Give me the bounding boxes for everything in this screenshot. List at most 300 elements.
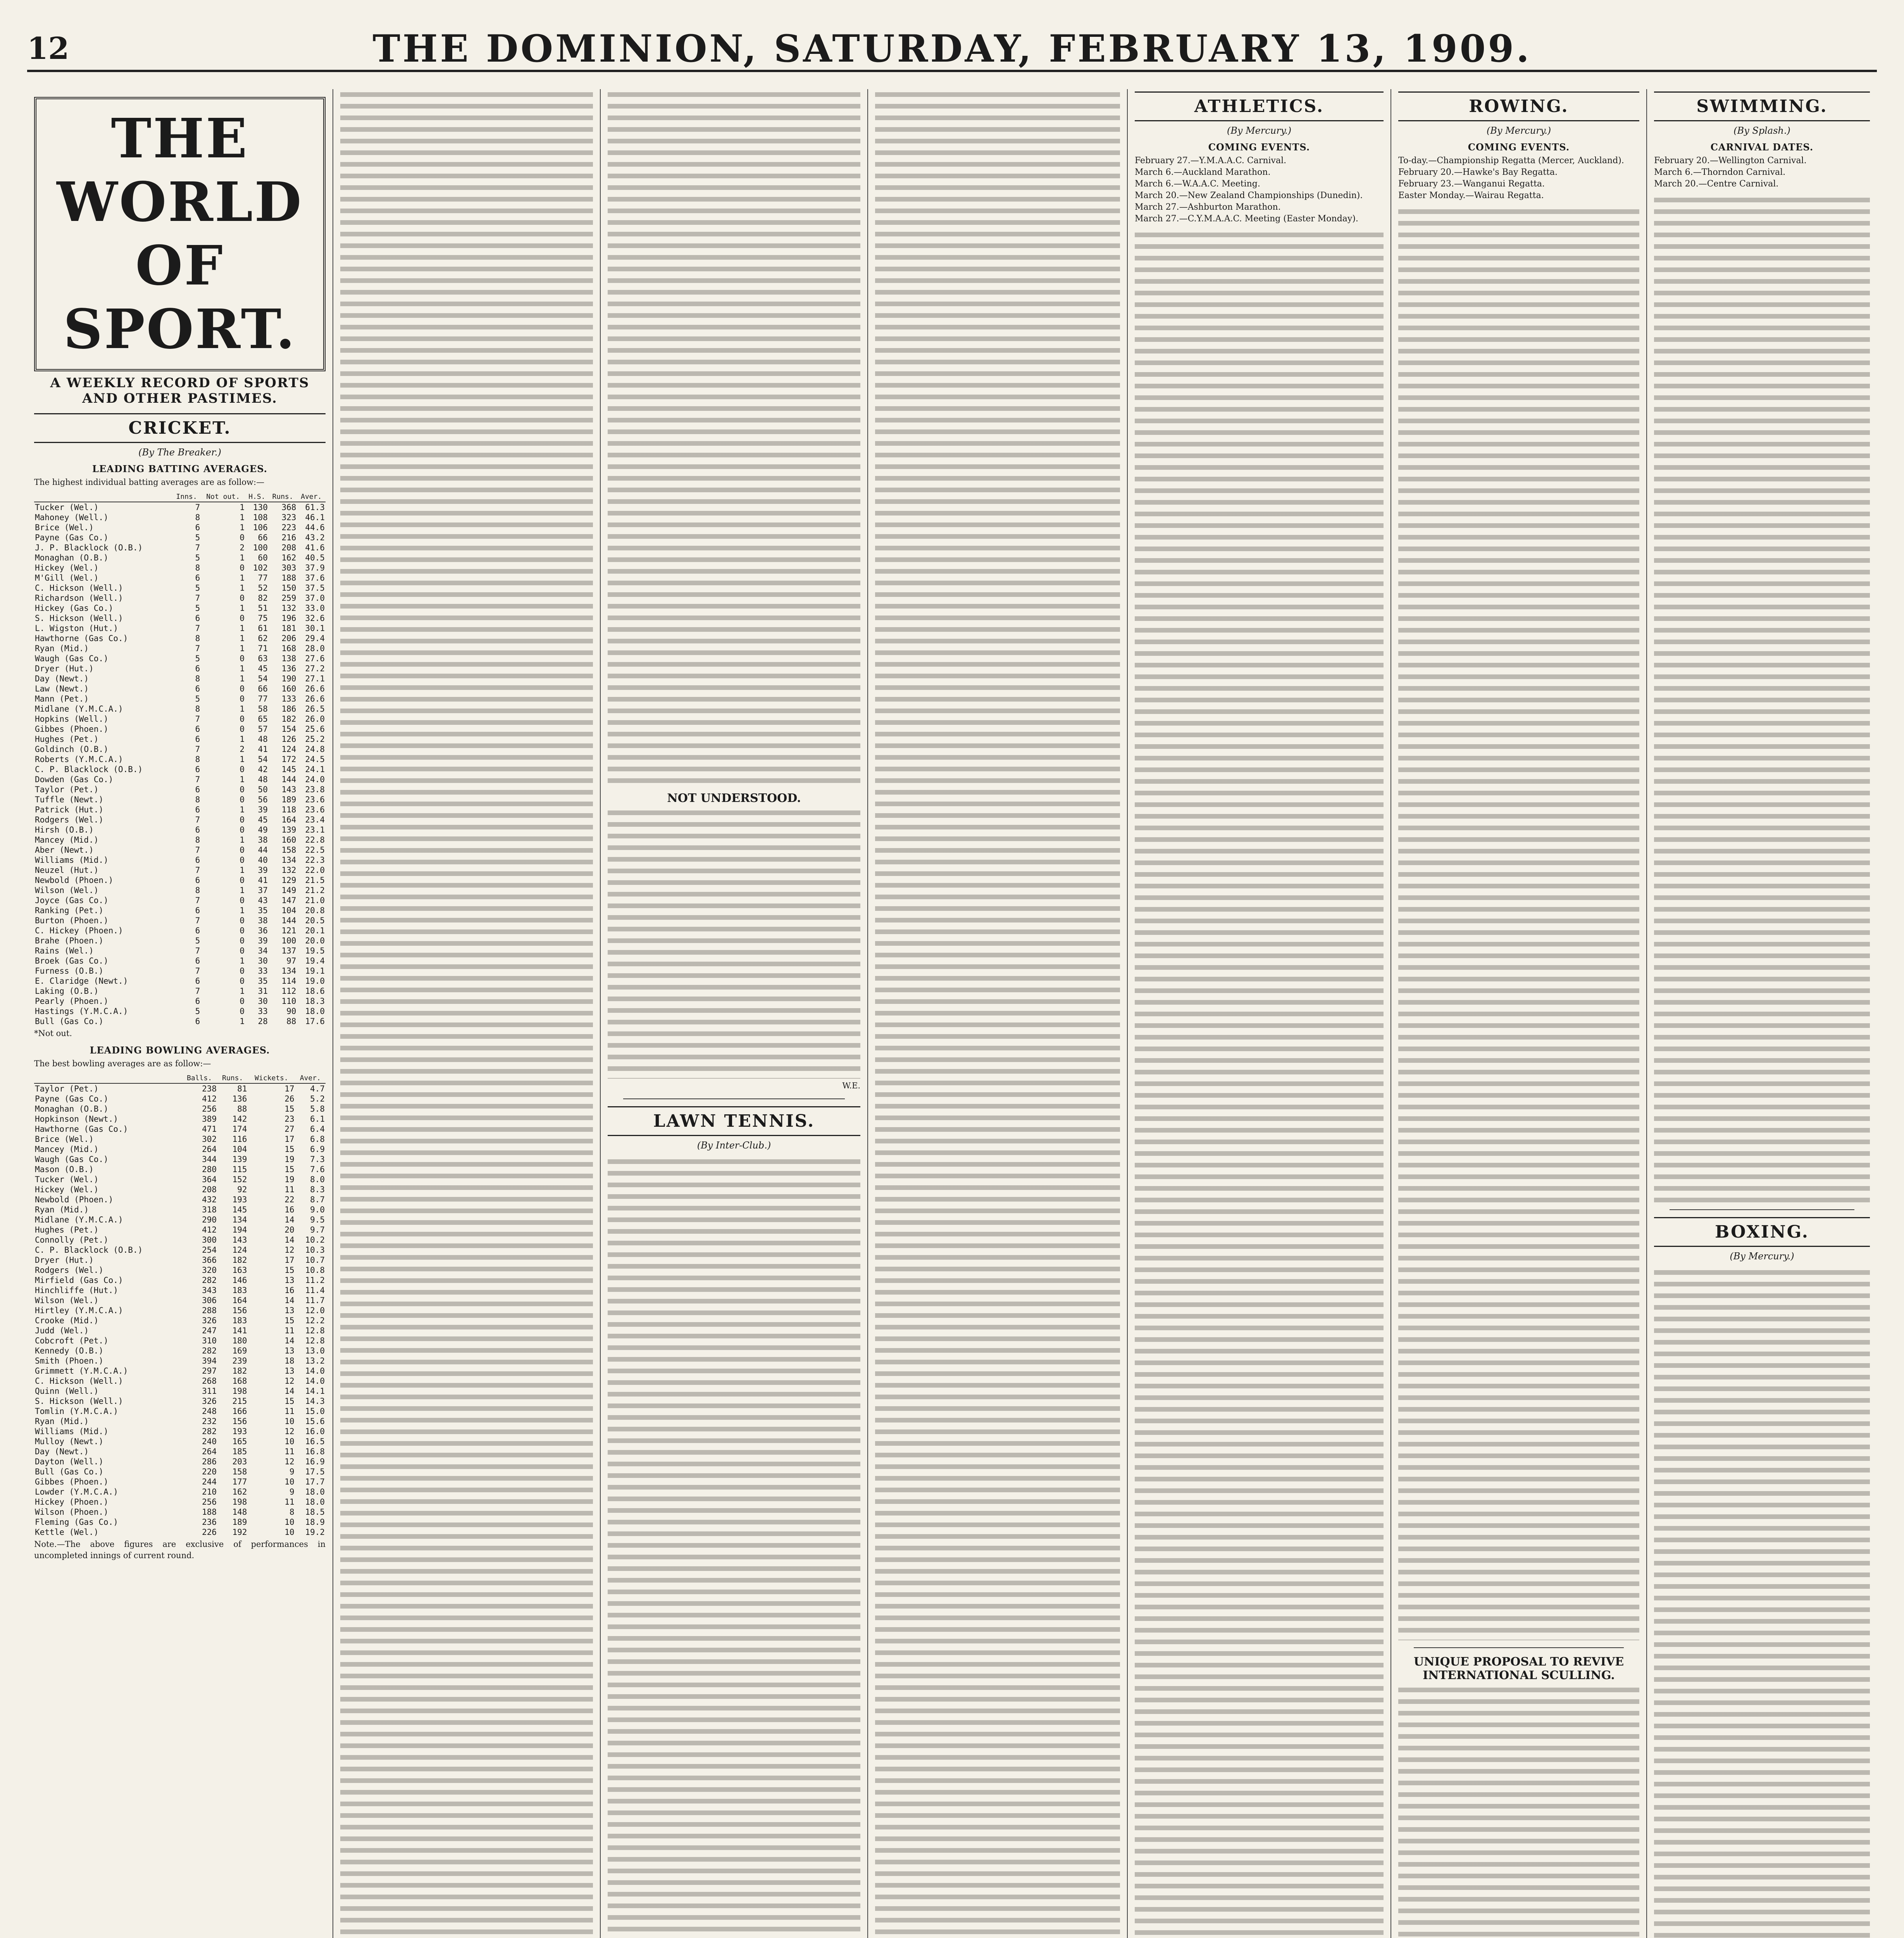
table-cell: 160 [281,835,296,845]
table-cell: 124 [232,1245,247,1255]
table-cell: 143 [232,1235,247,1245]
table-cell: 139 [281,825,296,835]
table-cell: J. P. Blacklock (O.B.) [35,543,143,552]
table-column-header [34,1073,181,1083]
batting-row [34,966,326,976]
table-cell: 0 [240,785,245,794]
table-cell: Brice (Wel.) [35,523,94,532]
table-cell: 190 [281,674,296,683]
table-cell: 1 [240,886,245,895]
table-cell: Mancey (Mid.) [35,835,99,845]
table-cell: 112 [281,986,296,996]
table-cell: 323 [281,513,296,522]
table-cell: 22.8 [305,835,325,845]
table-cell: 20.5 [305,916,325,925]
table-cell: 194 [232,1225,247,1235]
table-cell: 106 [253,523,268,532]
athletics-event: March 27.—Ashburton Marathon. [1135,202,1281,212]
rowing-event: Easter Monday.—Wairau Regatta. [1398,191,1544,200]
table-cell: 238 [202,1084,217,1093]
table-cell: 44 [258,845,268,855]
table-cell: Taylor (Pet.) [35,1084,99,1093]
table-cell: 158 [232,1467,247,1476]
table-cell: Broek (Gas Co.) [35,956,109,966]
table-cell: 0 [240,593,245,603]
table-cell: 100 [253,543,268,552]
batting-row [34,593,326,603]
table-cell: 10 [284,1437,295,1446]
boxing-text [1654,1267,1870,1938]
table-cell: 21.5 [305,876,325,885]
table-cell: 8 [195,704,200,714]
table-cell: Taylor (Pet.) [35,785,99,794]
table-cell: 25.2 [305,735,325,744]
table-cell: 7 [195,714,200,724]
column-cricket-tennis [601,89,868,1938]
table-cell: 24.0 [305,775,325,784]
bowling-row [34,1295,326,1305]
table-cell: 15 [284,1165,295,1174]
table-cell: 18 [284,1356,295,1366]
table-cell: 18.5 [305,1507,325,1517]
table-cell: 138 [281,654,296,663]
table-cell: 21.0 [305,896,325,905]
batting-row [34,895,326,905]
batting-row [34,714,326,724]
table-cell: 48 [258,735,268,744]
table-cell: 318 [202,1205,217,1214]
table-cell: 189 [232,1517,247,1527]
batting-footnote: *Not out. [34,1029,72,1038]
table-cell: 38 [258,916,268,925]
table-cell: 13 [284,1276,295,1285]
table-cell: 46.1 [305,513,325,522]
table-cell: 282 [202,1427,217,1436]
page-number: 12 [27,31,69,66]
table-cell: Hopkins (Well.) [35,714,109,724]
table-cell: 248 [202,1407,217,1416]
table-cell: Connolly (Pet.) [35,1235,109,1245]
athletics-event: March 6.—W.A.A.C. Meeting. [1135,179,1260,189]
cricket-byline: (By The Breaker.) [138,447,221,458]
table-cell: 389 [202,1114,217,1124]
table-cell: 20.8 [305,906,325,915]
table-cell: 5 [195,1007,200,1016]
table-cell: 166 [232,1407,247,1416]
table-cell: Payne (Gas Co.) [35,1094,109,1103]
cricket-report-continued [608,89,860,787]
table-cell: 104 [232,1145,247,1154]
table-cell: 13 [284,1306,295,1315]
table-cell: 168 [232,1376,247,1386]
bowling-row [34,1195,326,1205]
table-cell: Dryer (Hut.) [35,1255,94,1265]
table-cell: 326 [202,1397,217,1406]
table-cell: 18.0 [305,1487,325,1497]
table-cell: 58 [258,704,268,714]
table-cell: 121 [281,926,296,935]
table-cell: 9.0 [310,1205,325,1214]
column-cricket-batting [27,89,333,1938]
table-cell: 39 [258,805,268,814]
bowling-row [34,1154,326,1164]
batting-row [34,724,326,734]
table-cell: 40.5 [305,553,325,562]
table-cell: 22.5 [305,845,325,855]
table-cell: 7 [195,916,200,925]
table-cell: 198 [232,1386,247,1396]
table-cell: 29.4 [305,634,325,643]
batting-row [34,976,326,986]
athletics-heading: ATHLETICS. [1135,91,1384,121]
swimming-text [1654,195,1870,1202]
table-cell: 40 [258,855,268,865]
bowling-row [34,1487,326,1497]
table-cell: 198 [232,1497,247,1507]
table-cell: 19.5 [305,946,325,955]
table-cell: 26.5 [305,704,325,714]
batting-row [34,855,326,865]
table-cell: 10.2 [305,1235,325,1245]
table-cell: 17.5 [305,1467,325,1476]
table-cell: 35 [258,906,268,915]
bowling-row [34,1225,326,1235]
table-cell: E. Claridge (Newt.) [35,976,128,986]
table-cell: 14.0 [305,1366,325,1376]
table-cell: 143 [281,785,296,794]
table-cell: 7.6 [310,1165,325,1174]
table-cell: Midlane (Y.M.C.A.) [35,704,123,714]
table-cell: 6.1 [310,1114,325,1124]
table-cell: 7 [195,543,200,552]
table-cell: 182 [232,1255,247,1265]
table-cell: 71 [258,644,268,653]
table-cell: 1 [240,956,245,966]
table-cell: 223 [281,523,296,532]
table-cell: 22.3 [305,855,325,865]
bowling-row [34,1205,326,1215]
table-cell: 19 [284,1155,295,1164]
table-cell: 60 [258,553,268,562]
table-cell: 26 [284,1094,295,1103]
bowling-row [34,1104,326,1114]
table-cell: Lowder (Y.M.C.A.) [35,1487,118,1497]
table-cell: 66 [258,684,268,693]
table-cell: Dryer (Hut.) [35,664,94,673]
table-cell: 264 [202,1145,217,1154]
table-cell: 11.7 [305,1296,325,1305]
table-cell: 286 [202,1457,217,1466]
table-cell: Waugh (Gas Co.) [35,1155,109,1164]
table-cell: 0 [240,997,245,1006]
table-cell: 8 [289,1507,295,1517]
table-cell: 12 [284,1427,295,1436]
table-cell: 6 [195,997,200,1006]
table-cell: Burton (Phoen.) [35,916,109,925]
table-cell: 268 [202,1376,217,1386]
table-cell: 45 [258,815,268,824]
table-cell: C. Hickson (Well.) [35,583,123,593]
table-cell: 10.7 [305,1255,325,1265]
table-cell: 1 [240,603,245,613]
table-cell: 254 [202,1245,217,1255]
table-cell: Williams (Mid.) [35,1427,109,1436]
bowling-row [34,1124,326,1134]
table-cell: 7 [195,624,200,633]
table-cell: 17 [284,1084,295,1093]
table-cell: Aber (Newt.) [35,845,94,855]
batting-row [34,613,326,623]
table-cell: Gibbes (Phoen.) [35,1477,109,1486]
table-cell: 0 [240,724,245,734]
batting-row [34,522,326,533]
athletics-event: March 27.—C.Y.M.A.A.C. Meeting (Easter Monday). [1135,214,1358,224]
table-cell: 11.2 [305,1276,325,1285]
table-cell: 133 [281,694,296,703]
batting-row [34,603,326,613]
table-cell: 160 [281,684,296,693]
table-cell: 11.4 [305,1286,325,1295]
table-cell: 0 [240,815,245,824]
batting-row [34,1016,326,1026]
athletics-event: March 20.—New Zealand Championships (Dunedin). [1135,191,1363,200]
bowling-row [34,1376,326,1386]
bowling-row [34,1114,326,1124]
batting-row [34,744,326,754]
table-cell: 17.7 [305,1477,325,1486]
bowling-row [34,1164,326,1174]
sport-section-subtitle: A WEEKLY RECORD OF SPORTS AND OTHER PASTIMES. [50,375,310,406]
table-cell: 148 [232,1507,247,1517]
bowling-row [34,1235,326,1245]
table-cell: 236 [202,1517,217,1527]
table-cell: 139 [232,1155,247,1164]
table-cell: 16.8 [305,1447,325,1456]
table-cell: 16 [284,1205,295,1214]
table-cell: 31 [258,986,268,996]
table-cell: 5.8 [310,1104,325,1114]
table-cell: Hopkinson (Newt.) [35,1114,118,1124]
table-cell: 182 [281,714,296,724]
table-cell: 1 [240,674,245,683]
batting-row [34,653,326,664]
swimming-dates-heading: CARNIVAL DATES. [1710,141,1814,153]
table-cell: 19.2 [305,1528,325,1537]
table-cell: 6 [195,573,200,583]
table-cell: 49 [258,825,268,835]
table-cell: 63 [258,654,268,663]
table-cell: 7 [195,503,200,512]
table-cell: 12.2 [305,1316,325,1325]
table-cell: Hastings (Y.M.C.A.) [35,1007,128,1016]
boxing-heading: BOXING. [1654,1217,1870,1247]
table-cell: 6 [195,724,200,734]
swimming-dates-list [1654,155,1870,190]
table-cell: 14.1 [305,1386,325,1396]
table-cell: 115 [232,1165,247,1174]
table-cell: Williams (Mid.) [35,855,109,865]
table-cell: 2 [240,745,245,754]
batting-row [34,674,326,684]
table-cell: 326 [202,1316,217,1325]
table-cell: 9 [289,1487,295,1497]
table-cell: 13.0 [305,1346,325,1355]
table-cell: 15 [284,1266,295,1275]
table-cell: 27.6 [305,654,325,663]
table-cell: Law (Newt.) [35,684,89,693]
table-cell: 1 [240,573,245,583]
table-cell: 6 [195,1017,200,1026]
bowling-row [34,1406,326,1416]
table-cell: 169 [232,1346,247,1355]
table-cell: Monaghan (O.B.) [35,553,109,562]
table-column-header: Not out. [201,492,245,502]
bowling-row [34,1477,326,1487]
table-cell: 22 [284,1195,295,1204]
table-cell: Hughes (Pet.) [35,1225,99,1235]
batting-row [34,684,326,694]
table-cell: 6 [195,956,200,966]
table-cell: Mirfield (Gas Co.) [35,1276,123,1285]
table-cell: 45 [258,664,268,673]
table-cell: 1 [240,986,245,996]
table-cell: Hickey (Wel.) [35,1185,99,1194]
table-cell: 181 [281,624,296,633]
column-rowing [1391,89,1647,1938]
table-cell: Ryan (Mid.) [35,1417,89,1426]
table-cell: 19.0 [305,976,325,986]
table-cell: 7 [195,896,200,905]
bowling-row [34,1305,326,1316]
table-cell: 156 [232,1417,247,1426]
table-cell: 0 [240,684,245,693]
table-cell: 1 [240,523,245,532]
table-cell: 28.0 [305,644,325,653]
table-cell: 33 [258,966,268,976]
table-cell: 183 [232,1316,247,1325]
table-cell: 137 [281,946,296,955]
table-cell: 7.3 [310,1155,325,1164]
table-cell: 11 [284,1185,295,1194]
table-cell: Richardson (Well.) [35,593,123,603]
table-cell: Wilson (Wel.) [35,1296,99,1305]
table-cell: 10.8 [305,1266,325,1275]
bowling-row [34,1457,326,1467]
batting-row [34,643,326,653]
table-cell: 23.1 [305,825,325,835]
table-cell: 6 [195,785,200,794]
table-cell: 15 [284,1145,295,1154]
table-cell: 10.3 [305,1245,325,1255]
bowling-row [34,1185,326,1195]
table-cell: Ryan (Mid.) [35,644,89,653]
table-cell: 12.0 [305,1306,325,1315]
bowling-row [34,1416,326,1426]
table-cell: 6 [195,684,200,693]
table-cell: 114 [281,976,296,986]
newspaper-dateline: THE DOMINION, SATURDAY, FEBRUARY 13, 1909. [372,26,1532,71]
table-cell: 134 [281,855,296,865]
table-cell: 34 [258,946,268,955]
batting-row [34,573,326,583]
table-cell: 12 [284,1457,295,1466]
table-cell: 5 [195,936,200,945]
table-column-header: Wickets. [248,1073,295,1083]
table-cell: 8.7 [310,1195,325,1204]
table-cell: 7 [195,644,200,653]
table-cell: Monaghan (O.B.) [35,1104,109,1114]
table-cell: 256 [202,1104,217,1114]
athletics-event: March 6.—Auckland Marathon. [1135,167,1271,177]
table-cell: 240 [202,1437,217,1446]
batting-row [34,543,326,553]
table-cell: 100 [281,936,296,945]
table-cell: 10 [284,1477,295,1486]
bowling-row [34,1215,326,1225]
table-cell: 13 [284,1366,295,1376]
table-cell: 132 [281,866,296,875]
batting-averages-note: The highest individual batting averages are as follow:— [34,478,265,487]
table-cell: 61 [258,624,268,633]
table-cell: 11 [284,1326,295,1335]
table-cell: Quinn (Well.) [35,1386,99,1396]
table-cell: Ryan (Mid.) [35,1205,89,1214]
table-cell: 0 [240,694,245,703]
verse-text [608,807,860,1079]
table-cell: 259 [281,593,296,603]
table-cell: 102 [253,563,268,572]
table-cell: 37.5 [305,583,325,593]
batting-row [34,805,326,815]
table-cell: 471 [202,1124,217,1134]
table-cell: 7 [195,775,200,784]
bowling-row [34,1134,326,1144]
table-cell: 8 [195,674,200,683]
batting-row [34,956,326,966]
table-column-header: Aver. [297,492,326,502]
table-cell: 6 [195,765,200,774]
table-cell: 19.1 [305,966,325,976]
table-cell: Tucker (Wel.) [35,503,99,512]
table-cell: Goldinch (O.B.) [35,745,109,754]
table-cell: Brahe (Phoen.) [35,936,104,945]
bowling-row [34,1467,326,1477]
batting-row [34,845,326,855]
table-cell: Smith (Phoen.) [35,1356,104,1366]
table-cell: 8 [195,634,200,643]
batting-row [34,905,326,916]
batting-row [34,865,326,875]
verse-signature: W.E. [842,1081,860,1090]
table-cell: 282 [202,1346,217,1355]
table-cell: Bull (Gas Co.) [35,1017,104,1026]
table-cell: 97 [286,956,296,966]
table-cell: 5 [195,583,200,593]
table-cell: 27.1 [305,674,325,683]
table-cell: Joyce (Gas Co.) [35,896,109,905]
athletics-text [1135,229,1384,1938]
table-cell: 203 [232,1457,247,1466]
table-cell: 10 [284,1528,295,1537]
table-cell: 26.6 [305,684,325,693]
table-cell: 290 [202,1215,217,1224]
table-cell: Judd (Wel.) [35,1326,89,1335]
bowling-row [34,1507,326,1517]
table-cell: 144 [281,775,296,784]
table-cell: 192 [232,1528,247,1537]
bowling-averages-note: The best bowling averages are as follow:— [34,1059,211,1068]
table-cell: 297 [202,1366,217,1376]
